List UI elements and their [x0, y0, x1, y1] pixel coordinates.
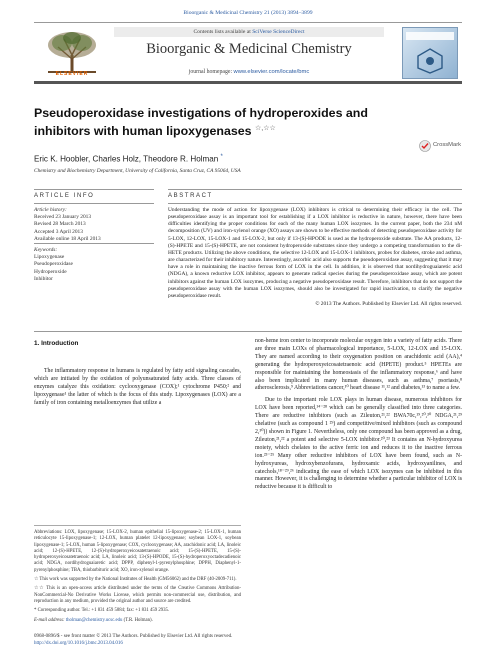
abstract-rule-bottom	[168, 203, 462, 204]
article-history	[34, 207, 144, 243]
sciencedirect-link[interactable]: SciVerse ScienceDirect	[252, 29, 305, 35]
journal-header	[34, 22, 462, 84]
history-label: Article history:	[34, 207, 67, 213]
footnote-funding: ☆ This work was supported by the National Institutes of Health (GM56062) and the DRF (40-2009-711).	[34, 577, 237, 583]
history-revised: Revised 28 March 2013	[34, 221, 86, 228]
footnote-abbreviations: Abbreviations: LOX, lipoxygenase; 15-LOX-2, human epithelial 15-lipoxygenase-2; 15-LOX-1, human reticulocyte 15-lipoxygenase-1; 12-LOX, human platelet 12-lipoxygenase; soybean LOX-1, soybean lipoxygenase-1; 5-LOX, human 5-lipoxygenase; COX, cyclooxygenase; AA, arachidonic acid; LA, linoleic acid; 12-(S)-HPETE, 12-(S)-hydroperoxyeicosatetraenoic acid; 15-(S)-HPETE, 15-(S)-hydroperoxyeicosatetraenoic acid; LA, linoleic acid; 13-(S)-HPODE, 15-(S)-hydroperoxyoctadecadienoic acid; NDGA, nordihydroguaiaretic acid; DPPP, diphenyl-1-pyrenylphosphine; DPPH, Diaphenyl-1-pyrenylphosphine; TBA, thiobarbituric acid; XO, iron-xylenol orange.	[34, 530, 241, 573]
journal-homepage	[114, 69, 384, 75]
body-column-right	[255, 338, 462, 496]
homepage-prefix: journal homepage:	[188, 69, 234, 75]
email-label: E-mail address:	[34, 617, 66, 623]
footnote-corresponding: * Corresponding author. Tel.: +1 831 459 5884; fax: +1 831 459 2935.	[34, 608, 170, 614]
crossmark-label: CrossMark	[433, 142, 462, 148]
author-list	[34, 154, 434, 164]
keywords-rule	[34, 243, 154, 244]
abstract-heading: ABSTRACT	[168, 193, 213, 199]
keywords	[34, 247, 144, 283]
history-accepted: Accepted 3 April 2013	[34, 228, 83, 235]
crossmark-icon	[419, 140, 431, 152]
doi-link[interactable]: http://dx.doi.org/10.1016/j.bmc.2013.04.016	[34, 640, 123, 646]
corresponding-author-mark[interactable]: *	[220, 154, 223, 160]
abstract-end-rule	[34, 331, 462, 332]
journal-title: Bioorganic & Medicinal Chemistry	[146, 41, 352, 57]
intro-paragraph-continued: non-heme iron center to incorporate molecular oxygen into a variety of fatty acids. There are three main LOXs of pharmacological importance, 5-LOX, 12-LOX and 15-LOX. They are named according to their oxygenation position on arachidonic acid (AA),⁴ generating the hydroperoxyeicosatetraenoic acid (HPETE) product.⁵ HPETEs are responsible for maintaining the homeostasis of the inflammatory response,⁶ and have also been implicated in many human diseases, such as asthma,⁷ psoriasis,⁸ atherosclerosis,⁹ Abbreviations cancer,¹⁰ heart disease ¹¹,¹² and diabetes,¹³ to name a few.	[255, 338, 462, 392]
history-online: Available online 18 April 2013	[34, 235, 101, 242]
publisher-logo-text: ELSEVIER	[55, 71, 89, 77]
homepage-link[interactable]: www.elsevier.com/locate/bmc	[233, 69, 310, 75]
running-head: Bioorganic & Medicinal Chemistry 21 (2013) 3894–3899	[183, 10, 313, 16]
intro-paragraph-2: Due to the important role LOX plays in human disease, numerous inhibitors for LOX have been reported,¹⁴⁻²⁸ which can be generally classified into three categories. There are reductive inhibitors (such as Zileuton,²¹,²² BWA70c,¹⁹,²⁰,³⁰ NDGA,²¹,²⁹ chelative (such as compound 1 ²⁹) and competitive/mixed inhibitors (such as compound 2,³⁰)) shown in Figure 1. Nevertheless, only one compound has been approved as a drug, Zileuton,²¹,²² a potent and selective 5-LOX inhibitor.²⁰,²³ It contains an N-hydroxyurea moiety, which chelates to the active ferric ion and reduces it to the inactive ferrous ion.²³⁻²⁵ Many other reductive inhibitors of LOX have been found, such as N-hydroxyureas, hydroxybenzofurans, hydroxamic acids, hydroxyanilines, and catechols,¹⁸⁻²⁹,²⁶ indicating the ease of which LOX isozymes can be inhibited in this manner. However, it is challenging to determine whether a particular inhibitor of LOX is reductive because it is difficult to	[255, 397, 462, 491]
article-info-heading: ARTICLE INFO	[34, 193, 95, 199]
article-info-rule-bottom	[34, 203, 154, 204]
contents-prefix: Contents lists available at	[193, 29, 253, 35]
introduction-heading: 1. Introduction	[34, 340, 79, 347]
affiliation: Chemistry and Biochemistry Department, University of California, Santa Cruz, CA 95064, USA	[34, 168, 241, 174]
email-link[interactable]: tholman@chemistry.ucsc.edu	[65, 617, 123, 623]
cover-title-band	[406, 32, 454, 40]
article-title	[34, 106, 374, 139]
bottom-publication-info	[34, 634, 462, 647]
footnotes	[34, 525, 241, 627]
title-footnote-marks[interactable]: ☆,☆☆	[255, 125, 276, 132]
article-info-rule-top	[34, 189, 154, 190]
abstract-rule-top	[168, 189, 462, 190]
keyword-item: Inhibitor	[34, 275, 53, 282]
footnote-open-access: ☆☆ This is an open-access article distributed under the terms of the Creative Commons Attribution-NonCommercial-No Derivative Works License, which permits non-commercial use, distribution, and reproduction in any medium, provided the original author and source are credited.	[34, 586, 241, 604]
cover-molecule-icon	[413, 46, 447, 74]
issn-line: 0968-0896/$ - see front matter © 2013 The Authors. Published by Elsevier Ltd. All rights reserved.	[34, 634, 233, 639]
body-column-left	[34, 368, 241, 412]
contents-line	[114, 27, 384, 37]
journal-cover-thumbnail	[402, 27, 458, 79]
keywords-label: Keywords:	[34, 247, 58, 253]
elsevier-tree-logo	[40, 29, 104, 75]
email-suffix: (T.R. Holman).	[122, 617, 153, 623]
keyword-item: Pseudoperoxidase	[34, 261, 73, 268]
article-title-text: Pseudoperoxidase investigations of hydroperoxides and inhibitors with human lipoxygenases	[34, 106, 368, 139]
keyword-item: Lipoxygenase	[34, 254, 65, 261]
footnote-email	[34, 618, 241, 624]
history-received: Received 23 January 2013	[34, 214, 92, 221]
intro-paragraph-1: The inflammatory response in humans is regulated by fatty acid signaling cascades, which are initiated by the oxidation of polyunsaturated fatty acids. Three classes of enzymes catalyze this oxidation: cyclooxygenase (COX);¹ cytochrome P450;² and lipoxygenase¹ the latter of which is the focus of this study. Lipoxygenases (LOX) are a family of iron containing metalloenzymes that utilize a	[34, 368, 241, 406]
keyword-item: Hydroperoxide	[34, 268, 67, 275]
abstract-text: Understanding the mode of action for lipoxygenase (LOX) inhibitors is critical to determining their efficacy in the cell. The pseudoperoxidase assay is an important tool for establishing if a LOX inhibitor is reductive in nature, however, there have been difficulties identifying the proper conditions for each of the many human LOX isozymes. In the current paper, both the 234 nM decomposition (UV) and iron-xylenol orange (XO) assays are shown to be effective methods of detecting pseudoperoxidase activity for 5-LOX, 12-LOX, 15-LOX-1 and 15-LOX-2, but only if 13-(S)-HPODE is used as the hydroperoxide substrate. The AA products, 12-(S)-HPETE and 15-(S)-HPETE, are not consistent hydroperoxide substrates since they undergo a competing transformation to the di-HETE products. Utilizing the above conditions, the selective 12-LOX and 15-LOX-1 inhibitors, probes for diabetes, stroke and asthma, are characterized for their inhibitory nature. Interestingly, ascorbic acid also supports the pseudoperoxidase assay, suggesting that it may have a role in maintaining the inactive ferrous form of LOX in the cell. In addition, it is observed that nordihydroguaiaretic acid (NDGA), a known reductive LOX inhibitor, appears to generate radical species during the pseudoperoxidase assay, which are potent inhibitors against the human LOX isozymes, producing a negative pseudoperoxidase result. Therefore, inhibitors that do not support the pseudoperoxidase assay with the human LOX isozymes, should also be investigated for rapid inactivation, to clarify the negative pseudoperoxidase result.	[168, 207, 462, 299]
author-names: Eric K. Hoobler, Charles Holz, Theodore R. Holman	[34, 154, 219, 164]
crossmark-badge[interactable]	[419, 140, 463, 152]
abstract-body	[168, 207, 462, 308]
abstract-copyright: © 2013 The Authors. Published by Elsevier Ltd. All rights reserved.	[315, 301, 462, 308]
